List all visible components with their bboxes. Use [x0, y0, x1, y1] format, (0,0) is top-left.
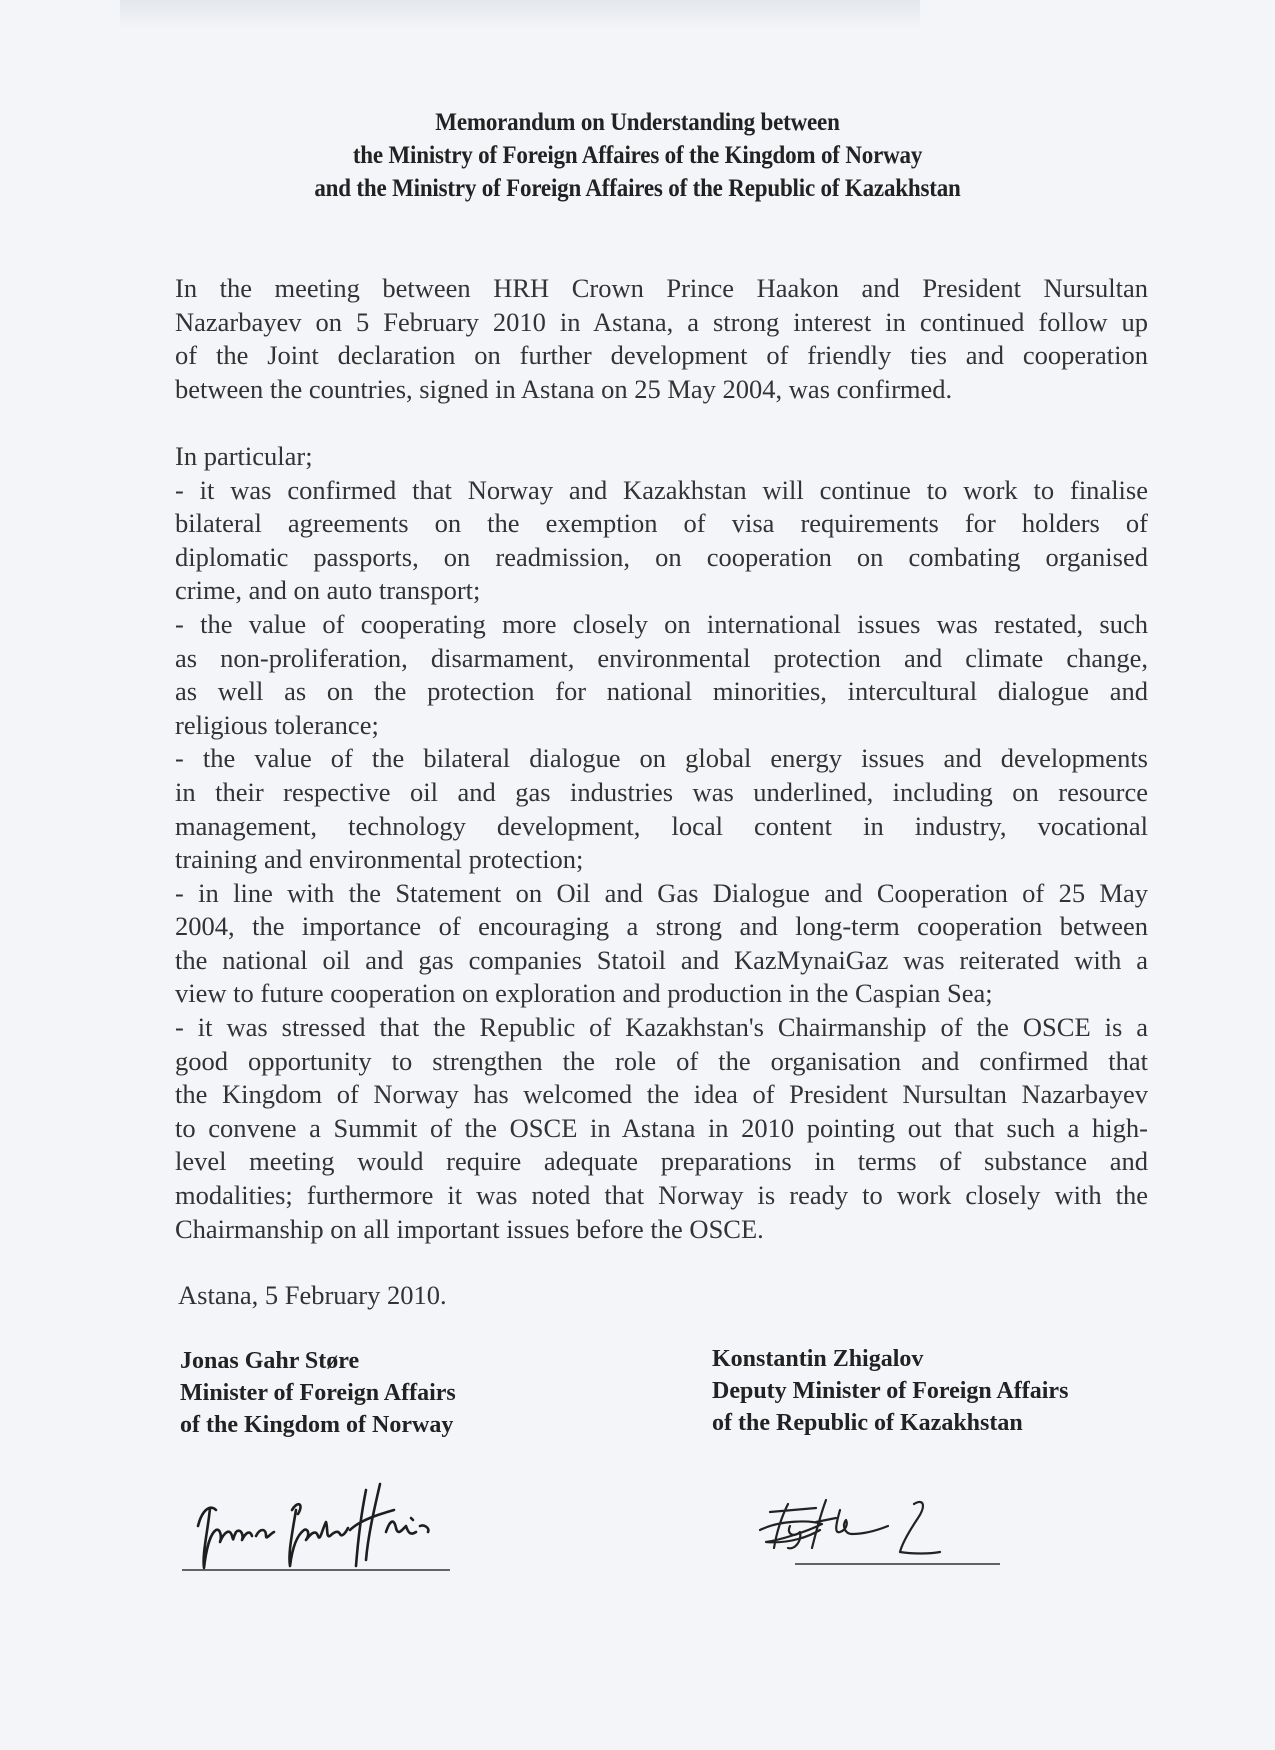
title-line: the Ministry of Foreign Affaires of the Kingdom of Norway: [352, 142, 923, 169]
title-line: and the Ministry of Foreign Affaires of the Republic of Kazakhstan: [314, 175, 961, 202]
text-line: religious tolerance;: [175, 709, 379, 740]
signatory-kazakhstan: [712, 1343, 1068, 1439]
text-line: to convene a Summit of the OSCE in Astana in 2010 pointing out that such a high-: [175, 1112, 1148, 1143]
text-line: in their respective oil and gas industries was underlined, including on resource: [175, 776, 1148, 807]
text-line: level meeting would require adequate preparations in terms of substance and: [175, 1146, 1148, 1177]
text-line: management, technology development, local content in industry, vocational: [175, 810, 1148, 841]
text-line: - in line with the Statement on Oil and Gas Dialogue and Cooperation of 25 May: [175, 877, 1148, 908]
text-line: - the value of cooperating more closely on international issues was restated, such: [175, 608, 1148, 639]
text-line: view to future cooperation on exploration and production in the Caspian Sea;: [175, 978, 993, 1009]
signatory-norway: [180, 1345, 456, 1441]
title-line: Memorandum on Understanding between: [435, 109, 840, 136]
text-line: modalities; furthermore it was noted that Norway is ready to work closely with the: [175, 1180, 1148, 1211]
signatory-title: Deputy Minister of Foreign Affairs: [712, 1378, 1069, 1404]
text-line: - it was confirmed that Norway and Kazakhstan will continue to work to finalise: [175, 474, 1148, 505]
dateline: Astana, 5 February 2010.: [178, 1280, 447, 1310]
bullet-international: [175, 608, 1148, 742]
text-line: - it was stressed that the Republic of Kazakhstan's Chairmanship of the OSCE is a: [175, 1012, 1148, 1043]
signatory-name: Jonas Gahr Støre: [180, 1348, 360, 1374]
text-line: crime, and on auto transport;: [175, 575, 481, 606]
text-line: training and environmental protection;: [175, 844, 584, 875]
bullet-visa: [175, 474, 1148, 608]
text-line: as non-proliferation, disarmament, environmental protection and climate change,: [175, 642, 1148, 673]
text-line: as well as on the protection for national minorities, intercultural dialogue and: [175, 676, 1148, 707]
text-line: 2004, the importance of encouraging a strong and long-term cooperation between: [175, 911, 1148, 942]
text-line: Chairmanship on all important issues before the OSCE.: [175, 1213, 764, 1244]
intro-paragraph: [175, 272, 1148, 406]
text-line: - the value of the bilateral dialogue on global energy issues and developments: [175, 743, 1148, 774]
bullet-oil-gas: [175, 877, 1148, 1011]
scan-shadow: [120, 0, 920, 30]
text-line: Nazarbayev on 5 February 2010 in Astana, a strong interest in continued follow up: [175, 306, 1148, 337]
signatory-name: Konstantin Zhigalov: [712, 1346, 924, 1372]
text-line: the Kingdom of Norway has welcomed the idea of President Nursultan Nazarbayev: [175, 1079, 1148, 1110]
signature-zhigalov: [740, 1490, 1010, 1570]
bullet-osce: [175, 1011, 1148, 1246]
memorandum-body: [175, 272, 1148, 1246]
text-line: the national oil and gas companies Statoil and KazMynaiGaz was reiterated with a: [175, 944, 1148, 975]
text-line: bilateral agreements on the exemption of visa requirements for holders of: [175, 508, 1148, 539]
signature-store: [180, 1470, 470, 1580]
text-line: good opportunity to strengthen the role of the organisation and confirmed that: [175, 1045, 1148, 1076]
signatory-org: of the Kingdom of Norway: [180, 1412, 454, 1438]
text-line: between the countries, signed in Astana on 25 May 2004, was confirmed.: [175, 373, 953, 404]
text-line: In particular;: [175, 440, 313, 471]
signatory-title: Minister of Foreign Affairs: [180, 1380, 456, 1406]
text-line: In the meeting between HRH Crown Prince Haakon and President Nursultan: [175, 273, 1148, 303]
text-line: diplomatic passports, on readmission, on cooperation on combating organised: [175, 541, 1148, 572]
particular-heading: [175, 440, 1148, 474]
bullet-energy: [175, 742, 1148, 876]
memorandum-title: [51, 106, 1224, 205]
text-line: of the Joint declaration on further development of friendly ties and cooperation: [175, 340, 1148, 371]
signatory-org: of the Republic of Kazakhstan: [712, 1410, 1023, 1436]
